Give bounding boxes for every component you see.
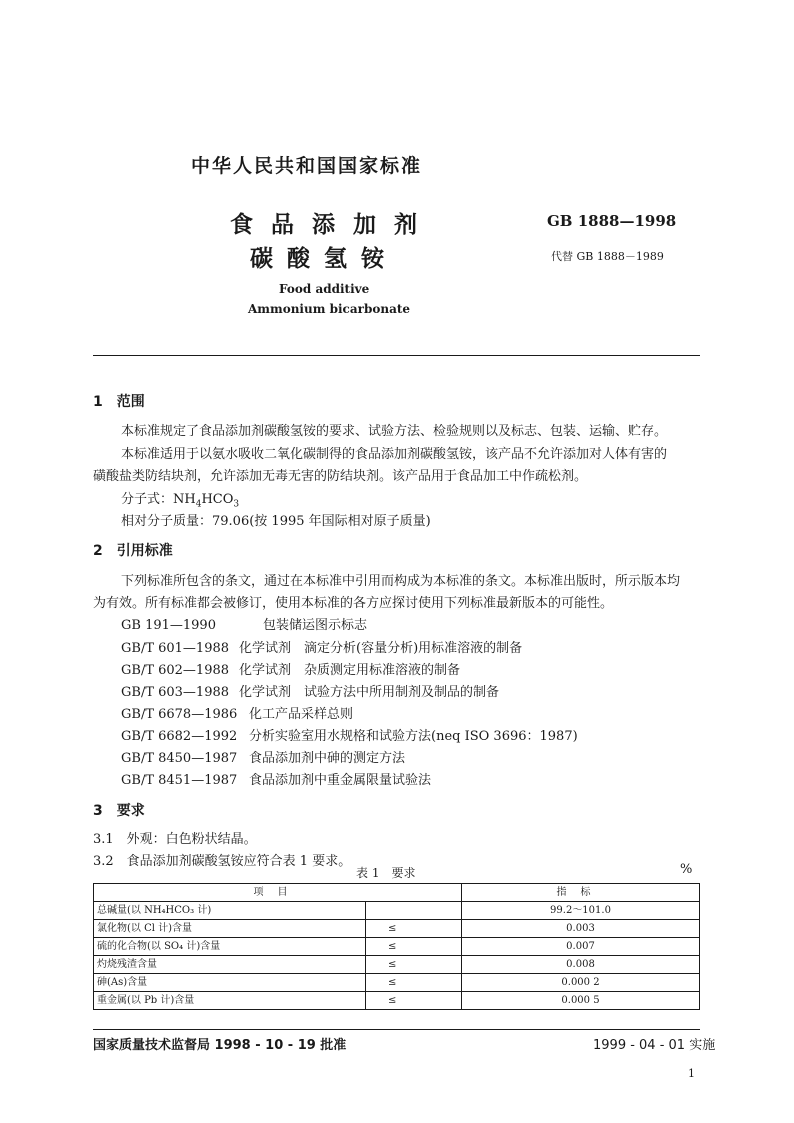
reference-title: 分析实验室用水规格和试验方法(neq ISO 3696：1987) (249, 729, 578, 744)
reference-item (121, 725, 578, 744)
requirements-table (93, 883, 700, 1010)
molecular-formula (121, 488, 239, 510)
formula-subscript-4: 4 (195, 499, 202, 510)
clause-3-1: 3.1 外观：白色粉状结晶。 (93, 832, 257, 847)
replaces-standard: 代替 GB 1888－1989 (551, 250, 664, 263)
row-value: 99.2～101.0 (462, 902, 700, 920)
row-symbol: ≤ (366, 938, 462, 956)
row-item: 氯化物(以 Cl 计)含量 (94, 920, 366, 938)
row-item: 硫的化合物(以 SO₄ 计)含量 (94, 938, 366, 956)
formula-nh: NH (173, 492, 196, 507)
header-value: 指标 (462, 884, 700, 902)
reference-code: GB/T 6682—1992 (121, 729, 238, 744)
reference-code: GB 191—1990 (121, 618, 216, 633)
standard-number: GB 1888—1998 (547, 212, 677, 230)
relative-molecular-mass: 相对分子质量：79.06(按 1995 年国际相对原子质量) (121, 514, 431, 529)
row-item: 灼烧残渣含量 (94, 956, 366, 974)
row-symbol: ≤ (366, 974, 462, 992)
reference-item (121, 747, 405, 766)
national-standard-title: 中华人民共和国国家标准 (191, 155, 423, 177)
approval-line: 国家质量技术监督局 1998 - 10 - 19 批准 (93, 1038, 347, 1053)
table-row (94, 974, 700, 992)
reference-item (121, 637, 522, 656)
section1-paragraph1: 本标准规定了食品添加剂碳酸氢铵的要求、试验方法、检验规则以及标志、包装、运输、贮存。 (121, 424, 668, 439)
formula-label: 分子式： (121, 492, 174, 507)
section2-paragraph-line2: 为有效。所有标准都会被修订，使用本标准的各方应探讨使用下列标准最新版本的可能性。 (93, 596, 614, 611)
english-title-line1: Food additive (279, 282, 370, 296)
reference-title: 化学试剂 试验方法中所用制剂及制品的制备 (239, 685, 500, 700)
row-symbol: ≤ (366, 992, 462, 1010)
english-title-line2: Ammonium bicarbonate (248, 302, 411, 316)
table-row (94, 956, 700, 974)
row-symbol (366, 902, 462, 920)
reference-code: GB/T 8451—1987 (121, 773, 238, 788)
reference-title: 化学试剂 滴定分析(容量分析)用标准溶液的制备 (239, 641, 523, 656)
section2-paragraph-line1: 下列标准所包含的条文，通过在本标准中引用而构成为本标准的条文。本标准出版时，所示版本均 (121, 574, 681, 589)
reference-item (121, 703, 353, 722)
formula-hco: HCO (201, 492, 234, 507)
reference-item (121, 681, 499, 700)
row-item: 总碱量(以 NH₄HCO₃ 计) (94, 902, 366, 920)
row-value: 0.000 2 (462, 974, 700, 992)
section1-paragraph2-line1: 本标准适用于以氨水吸收二氧化碳制得的食品添加剂碳酸氢铵，该产品不允许添加对人体有害的 (121, 447, 668, 462)
formula-subscript-3: 3 (233, 499, 240, 510)
section1-paragraph2-line2: 磺酸盐类防结块剂，允许添加无毒无害的防结块剂。该产品用于食品加工中作疏松剂。 (93, 469, 588, 484)
footer-divider (93, 1029, 700, 1030)
table-header-row (94, 884, 700, 902)
reference-item (121, 614, 367, 633)
document-title-line1: 食品添加剂 (230, 212, 435, 238)
reference-title: 食品添加剂中重金属限量试验法 (249, 773, 432, 788)
table-row (94, 992, 700, 1010)
reference-code: GB/T 603—1988 (121, 685, 230, 700)
reference-title: 食品添加剂中砷的测定方法 (249, 751, 406, 766)
table-unit: % (680, 862, 693, 877)
header-item: 项目 (94, 884, 462, 902)
clause-3-2: 3.2 食品添加剂碳酸氢铵应符合表 1 要求。 (93, 854, 352, 869)
table-row (94, 902, 700, 920)
row-value: 0.003 (462, 920, 700, 938)
reference-title: 化工产品采样总则 (249, 707, 354, 722)
table-caption: 表 1 要求 (356, 866, 416, 880)
row-value: 0.008 (462, 956, 700, 974)
document-title-line2: 碳酸氢铵 (250, 246, 398, 272)
section2-heading: 2 引用标准 (93, 543, 173, 559)
row-symbol: ≤ (366, 956, 462, 974)
row-symbol: ≤ (366, 920, 462, 938)
reference-code: GB/T 602—1988 (121, 663, 230, 678)
implementation-date: 1999 - 04 - 01 实施 (593, 1038, 716, 1053)
table-row (94, 920, 700, 938)
reference-code: GB/T 6678—1986 (121, 707, 238, 722)
row-item: 重金属(以 Pb 计)含量 (94, 992, 366, 1010)
section1-heading: 1 范围 (93, 394, 145, 410)
reference-code: GB/T 8450—1987 (121, 751, 238, 766)
row-value: 0.000 5 (462, 992, 700, 1010)
reference-title: 包装储运图示标志 (263, 618, 368, 633)
reference-code: GB/T 601—1988 (121, 641, 230, 656)
page-number: 1 (688, 1067, 695, 1080)
table-row (94, 938, 700, 956)
header-divider (93, 355, 700, 356)
reference-item (121, 769, 431, 788)
reference-item (121, 659, 460, 678)
reference-title: 化学试剂 杂质测定用标准溶液的制备 (239, 663, 461, 678)
row-item: 砷(As)含量 (94, 974, 366, 992)
row-value: 0.007 (462, 938, 700, 956)
section3-heading: 3 要求 (93, 803, 145, 819)
